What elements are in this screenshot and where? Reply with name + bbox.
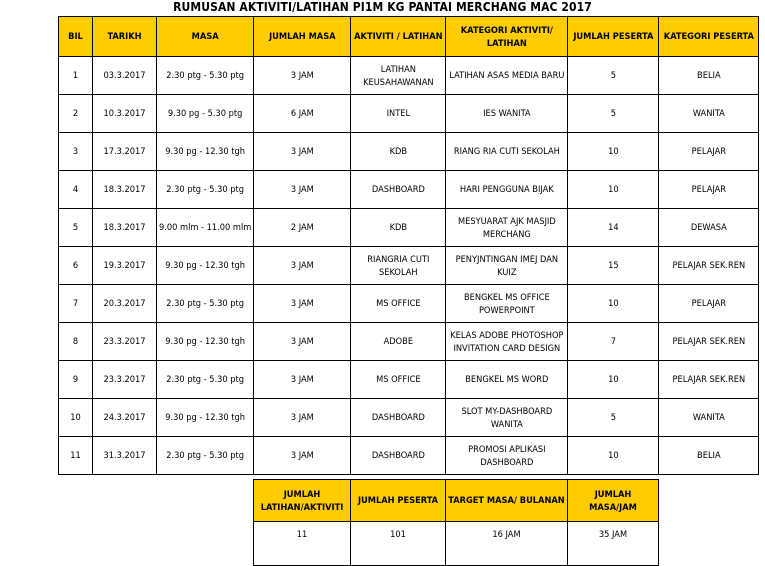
- cell-bil: 1: [59, 57, 93, 95]
- header-kategori-peserta: KATEGORI PESERTA: [659, 17, 759, 57]
- cell-jumlah-masa: 6 JAM: [254, 95, 351, 133]
- table-row: [59, 209, 759, 247]
- cell-aktiviti: DASHBOARD: [351, 171, 446, 209]
- cell-aktiviti: KDB: [351, 133, 446, 171]
- cell-bil: 11: [59, 437, 93, 475]
- cell-aktiviti: ADOBE: [351, 323, 446, 361]
- cell-masa: 9.00 mlm - 11.00 mlm: [157, 209, 254, 247]
- cell-tarikh: 03.3.2017: [93, 57, 157, 95]
- cell-jumlah-masa: 3 JAM: [254, 171, 351, 209]
- cell-tarikh: 10.3.2017: [93, 95, 157, 133]
- cell-tarikh: 19.3.2017: [93, 247, 157, 285]
- cell-jumlah-masa: 3 JAM: [254, 323, 351, 361]
- summary-header-target-masa: TARGET MASA/ BULANAN: [446, 480, 568, 522]
- cell-kategori-peserta: DEWASA: [659, 209, 759, 247]
- cell-masa: 9.30 pg - 12.30 tgh: [157, 247, 254, 285]
- cell-kategori-peserta: BELIA: [659, 57, 759, 95]
- table-row: [59, 323, 759, 361]
- cell-jumlah-peserta: 7: [568, 323, 659, 361]
- table-body: [59, 57, 759, 475]
- cell-kategori-peserta: BELIA: [659, 437, 759, 475]
- table-row: [59, 247, 759, 285]
- cell-jumlah-peserta: 10: [568, 361, 659, 399]
- cell-kategori-aktiviti: RIANG RIA CUTI SEKOLAH: [446, 133, 568, 171]
- cell-kategori-peserta: WANITA: [659, 95, 759, 133]
- cell-jumlah-peserta: 5: [568, 399, 659, 437]
- cell-masa: 2.30 ptg - 5.30 ptg: [157, 437, 254, 475]
- cell-jumlah-masa: 3 JAM: [254, 437, 351, 475]
- cell-masa: 9.30 pg - 5.30 ptg: [157, 95, 254, 133]
- cell-jumlah-masa: 3 JAM: [254, 399, 351, 437]
- cell-tarikh: 18.3.2017: [93, 171, 157, 209]
- cell-tarikh: 18.3.2017: [93, 209, 157, 247]
- cell-jumlah-peserta: 10: [568, 285, 659, 323]
- cell-aktiviti: LATIHAN KEUSAHAWANAN: [351, 57, 446, 95]
- cell-kategori-aktiviti: SLOT MY-DASHBOARD WANITA: [446, 399, 568, 437]
- cell-aktiviti: DASHBOARD: [351, 437, 446, 475]
- cell-jumlah-peserta: 5: [568, 57, 659, 95]
- cell-jumlah-peserta: 5: [568, 95, 659, 133]
- cell-kategori-aktiviti: PENYJNTINGAN IMEJ DAN KUIZ: [446, 247, 568, 285]
- cell-jumlah-masa: 3 JAM: [254, 247, 351, 285]
- cell-aktiviti: MS OFFICE: [351, 285, 446, 323]
- cell-kategori-peserta: PELAJAR SEK.REN: [659, 361, 759, 399]
- cell-bil: 10: [59, 399, 93, 437]
- summary-table: [253, 479, 659, 566]
- cell-kategori-aktiviti: KELAS ADOBE PHOTOSHOP INVITATION CARD DESIGN: [446, 323, 568, 361]
- summary-value-row: [254, 522, 659, 566]
- activity-table: [58, 16, 759, 475]
- summary-header-jumlah-masa: JUMLAH MASA/JAM: [568, 480, 659, 522]
- cell-kategori-peserta: PELAJAR: [659, 133, 759, 171]
- cell-tarikh: 20.3.2017: [93, 285, 157, 323]
- cell-aktiviti: DASHBOARD: [351, 399, 446, 437]
- summary-value-jumlah-latihan: 11: [254, 522, 351, 566]
- table-row: [59, 57, 759, 95]
- cell-jumlah-peserta: 14: [568, 209, 659, 247]
- summary-value-target-masa: 16 JAM: [446, 522, 568, 566]
- table-row: [59, 285, 759, 323]
- cell-masa: 2.30 ptg - 5.30 ptg: [157, 171, 254, 209]
- header-aktiviti: AKTIVITI / LATIHAN: [351, 17, 446, 57]
- cell-tarikh: 23.3.2017: [93, 361, 157, 399]
- summary-header-jumlah-peserta: JUMLAH PESERTA: [351, 480, 446, 522]
- cell-masa: 9.30 pg - 12.30 tgh: [157, 133, 254, 171]
- cell-kategori-peserta: PELAJAR: [659, 171, 759, 209]
- cell-bil: 2: [59, 95, 93, 133]
- cell-masa: 2.30 ptg - 5.30 ptg: [157, 361, 254, 399]
- table-row: [59, 95, 759, 133]
- table-row: [59, 361, 759, 399]
- header-tarikh: TARIKH: [93, 17, 157, 57]
- cell-tarikh: 23.3.2017: [93, 323, 157, 361]
- cell-jumlah-masa: 3 JAM: [254, 133, 351, 171]
- cell-aktiviti: INTEL: [351, 95, 446, 133]
- header-jumlah-peserta: JUMLAH PESERTA: [568, 17, 659, 57]
- cell-kategori-aktiviti: PROMOSI APLIKASI DASHBOARD: [446, 437, 568, 475]
- cell-kategori-peserta: PELAJAR: [659, 285, 759, 323]
- cell-jumlah-peserta: 10: [568, 133, 659, 171]
- cell-masa: 2.30 ptg - 5.30 ptg: [157, 57, 254, 95]
- summary-header-row: [254, 480, 659, 522]
- table-row: [59, 399, 759, 437]
- header-kategori-aktiviti: KATEGORI AKTIVITI/ LATIHAN: [446, 17, 568, 57]
- cell-bil: 8: [59, 323, 93, 361]
- cell-tarikh: 31.3.2017: [93, 437, 157, 475]
- summary-value-jumlah-masa: 35 JAM: [568, 522, 659, 566]
- cell-aktiviti: RIANGRIA CUTI SEKOLAH: [351, 247, 446, 285]
- header-masa: MASA: [157, 17, 254, 57]
- cell-jumlah-peserta: 10: [568, 437, 659, 475]
- cell-kategori-aktiviti: IES WANITA: [446, 95, 568, 133]
- cell-kategori-aktiviti: BENGKEL MS OFFICE POWERPOINT: [446, 285, 568, 323]
- cell-bil: 3: [59, 133, 93, 171]
- cell-masa: 2.30 ptg - 5.30 ptg: [157, 285, 254, 323]
- header-jumlah-masa: JUMLAH MASA: [254, 17, 351, 57]
- header-bil: BIL: [59, 17, 93, 57]
- cell-masa: 9.30 pg - 12.30 tgh: [157, 399, 254, 437]
- summary-header-jumlah-latihan: JUMLAH LATIHAN/AKTIVITI: [254, 480, 351, 522]
- cell-tarikh: 24.3.2017: [93, 399, 157, 437]
- cell-jumlah-masa: 3 JAM: [254, 57, 351, 95]
- cell-aktiviti: MS OFFICE: [351, 361, 446, 399]
- cell-bil: 4: [59, 171, 93, 209]
- cell-masa: 9.30 pg - 12.30 tgh: [157, 323, 254, 361]
- cell-bil: 5: [59, 209, 93, 247]
- cell-kategori-aktiviti: HARI PENGGUNA BIJAK: [446, 171, 568, 209]
- cell-kategori-aktiviti: BENGKEL MS WORD: [446, 361, 568, 399]
- cell-jumlah-masa: 3 JAM: [254, 285, 351, 323]
- cell-jumlah-masa: 2 JAM: [254, 209, 351, 247]
- cell-bil: 6: [59, 247, 93, 285]
- report-title: RUMUSAN AKTIVITI/LATIHAN PI1M KG PANTAI MERCHANG MAC 2017: [173, 0, 592, 14]
- table-row: [59, 437, 759, 475]
- cell-tarikh: 17.3.2017: [93, 133, 157, 171]
- table-header-row: [59, 17, 759, 57]
- cell-bil: 9: [59, 361, 93, 399]
- cell-jumlah-masa: 3 JAM: [254, 361, 351, 399]
- cell-jumlah-peserta: 15: [568, 247, 659, 285]
- cell-jumlah-peserta: 10: [568, 171, 659, 209]
- cell-kategori-aktiviti: LATIHAN ASAS MEDIA BARU: [446, 57, 568, 95]
- cell-aktiviti: KDB: [351, 209, 446, 247]
- cell-kategori-peserta: PELAJAR SEK.REN: [659, 323, 759, 361]
- cell-bil: 7: [59, 285, 93, 323]
- table-row: [59, 133, 759, 171]
- cell-kategori-aktiviti: MESYUARAT AJK MASJID MERCHANG: [446, 209, 568, 247]
- cell-kategori-peserta: PELAJAR SEK.REN: [659, 247, 759, 285]
- table-row: [59, 171, 759, 209]
- cell-kategori-peserta: WANITA: [659, 399, 759, 437]
- summary-value-jumlah-peserta: 101: [351, 522, 446, 566]
